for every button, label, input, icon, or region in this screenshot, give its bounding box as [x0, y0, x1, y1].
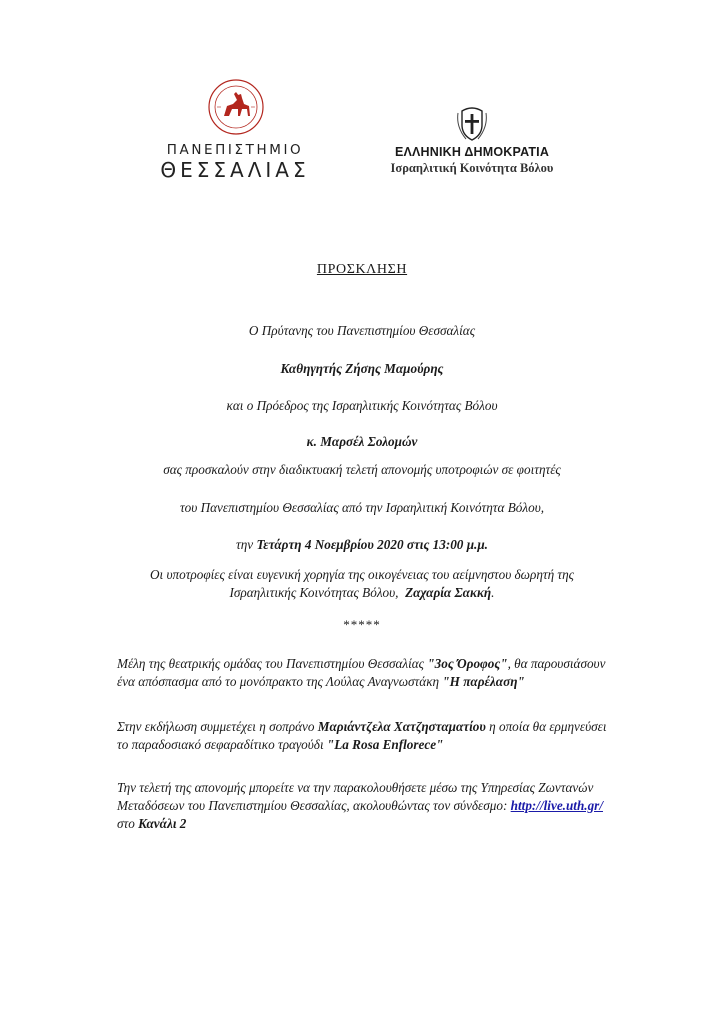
event-date: Τετάρτη 4 Νοεμβρίου 2020 στις 13:00 μ.μ. [256, 537, 488, 552]
paragraph-theatre [117, 655, 617, 691]
theatre-group-name: "3ος Όροφος" [427, 656, 508, 671]
greek-emblem-icon [456, 105, 488, 143]
livestream-link[interactable]: http://live.uth.gr/ [510, 798, 603, 813]
sponsor-suffix: . [491, 585, 495, 600]
university-name-line2: ΘΕΣΣΑΛΙΑΣ [160, 158, 310, 182]
song-title: "La Rosa Enflorece" [326, 737, 444, 752]
p2-text-a: Στην εκδήλωση συμμετέχει η σοπράνο [117, 719, 318, 734]
invitation-line-rector: Ο Πρύτανης του Πανεπιστημίου Θεσσαλίας [248, 323, 476, 338]
republic-name: ΕΛΛΗΝΙΚΗ ΔΗΜΟΚΡΑΤΙΑ [394, 145, 550, 159]
invitation-line-rector-name: Καθηγητής Ζήσης Μαμούρης [280, 361, 444, 376]
soprano-name: Μαριάντζελα Χατζησταματίου [317, 719, 486, 734]
invitation-line-ceremony: σας προσκαλούν στην διαδικτυακή τελετή απονομής υποτροφιών σε φοιτητές [163, 462, 561, 477]
community-name: Ισραηλιτική Κοινότητα Βόλου [390, 161, 554, 175]
channel-name: Κανάλι 2 [138, 816, 187, 831]
p1-text-a: Μέλη της θεατρικής ομάδας του Πανεπιστημίου Θεσσαλίας [117, 656, 428, 671]
donor-name: Ζαχαρία Σακκή [405, 585, 492, 600]
university-seal-icon [207, 78, 265, 136]
invitation-line-ceremony-cont: του Πανεπιστημίου Θεσσαλίας από την Ισραηλιτική Κοινότητα Βόλου, [179, 500, 545, 515]
paragraph-soprano [117, 718, 617, 754]
p2-text-c: η οποία θα ερμηνεύσει το παραδοσιακό σεφαραδίτικο τραγούδι [117, 719, 607, 752]
date-prefix: την [236, 537, 254, 552]
play-title: "Η παρέλαση" [442, 674, 525, 689]
invitation-line-president-name: κ. Μαρσέλ Σολομών [306, 434, 418, 449]
paragraph-livestream [117, 779, 617, 833]
sponsor-prefix: Ισραηλιτικής Κοινότητας Βόλου, [229, 585, 399, 600]
university-name-line1: ΠΑΝΕΠΙΣΤΗΜΙΟ [166, 142, 304, 158]
p1-text-c: , θα παρουσιάσουν ένα απόσπασμα από το μονόπρακτο της Λούλας Αναγνωστάκη [117, 656, 606, 689]
invitation-line-date [0, 537, 724, 553]
invitation-line-sponsor: Οι υποτροφίες είναι ευγενική χορηγία της οικογένειας του αείμνηστου δωρητή της [149, 567, 575, 582]
invitation-line-sponsor-cont [0, 585, 724, 601]
invitation-line-president: και ο Πρόεδρος της Ισραηλιτικής Κοινότητας Βόλου [226, 398, 498, 413]
p3-text-a: Την τελετή της απονομής μπορείτε να την παρακολουθήσετε μέσω της Υπηρεσίας Ζωντανών Μεταδόσεων του Πανεπιστημίου Θεσσαλίας, ακολουθώντας τον σύνδεσμο: [117, 780, 594, 813]
document-title: ΠΡΟΣΚΛΗΣΗ [316, 262, 408, 277]
p3-text-c: στο [117, 816, 139, 831]
separator-stars: ***** [343, 617, 381, 632]
